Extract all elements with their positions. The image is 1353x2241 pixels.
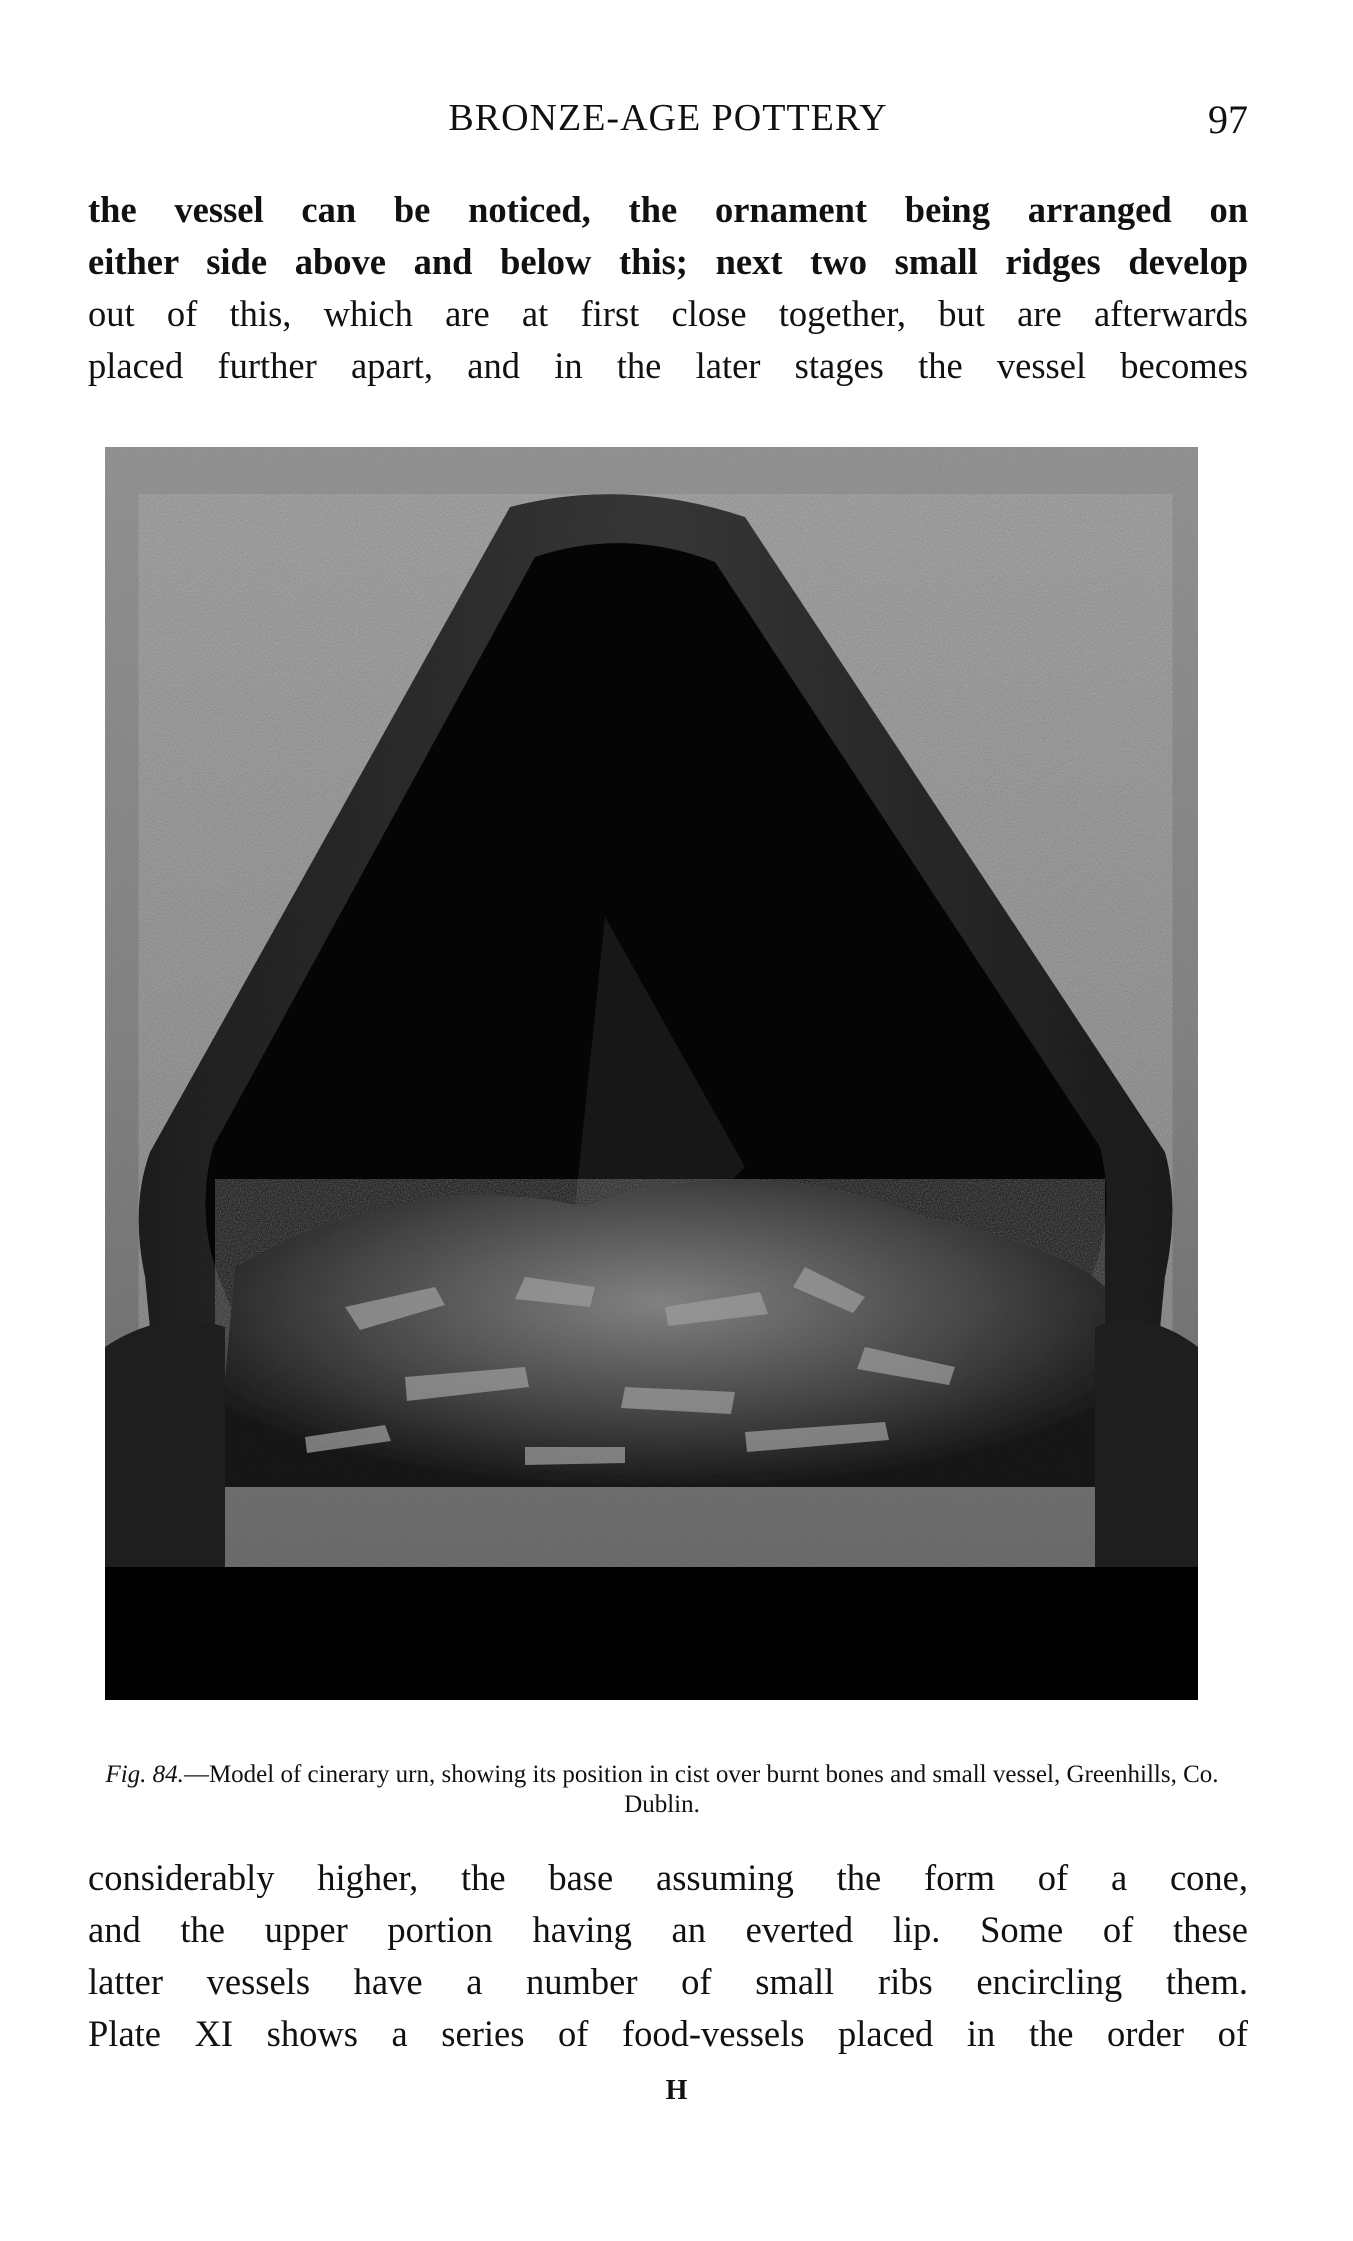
running-title: BRONZE-AGE POTTERY: [448, 97, 888, 139]
paragraph-line: considerably higher, the base assuming the form of a cone,: [88, 1857, 1248, 1898]
paragraph-line: either side above and below this; next two small ridges develop: [88, 241, 1248, 282]
paragraph-line: placed further apart, and in the later stages the vessel becomes: [88, 345, 1248, 386]
paragraph-line: Plate XI shows a series of food-vessels placed in the order of: [88, 2013, 1248, 2054]
paragraph-line: latter vessels have a number of small ribs encircling them.: [88, 1961, 1248, 2002]
figure-caption: [72, 1760, 1252, 1820]
caption-text: —Model of cinerary urn, showing its position in cist over burnt bones and small vessel, Greenhills, Co. Dublin.: [183, 1761, 1219, 1818]
page-number: 97: [1208, 97, 1248, 142]
signature-mark: H: [665, 2075, 688, 2106]
figure-urn-photograph: [105, 447, 1198, 1700]
top-paragraph: [88, 184, 1248, 392]
running-head: [88, 96, 1248, 146]
bottom-paragraph: [88, 1852, 1248, 2060]
paragraph-line: out of this, which are at first close together, but are afterwards: [88, 293, 1248, 334]
urn-photograph-illustration: [105, 447, 1198, 1700]
paragraph-line: the vessel can be noticed, the ornament being arranged on: [88, 189, 1248, 230]
paragraph-line: and the upper portion having an everted lip. Some of these: [88, 1909, 1248, 1950]
caption-label: Fig. 84.: [105, 1761, 184, 1788]
base-band: [105, 1567, 1198, 1700]
